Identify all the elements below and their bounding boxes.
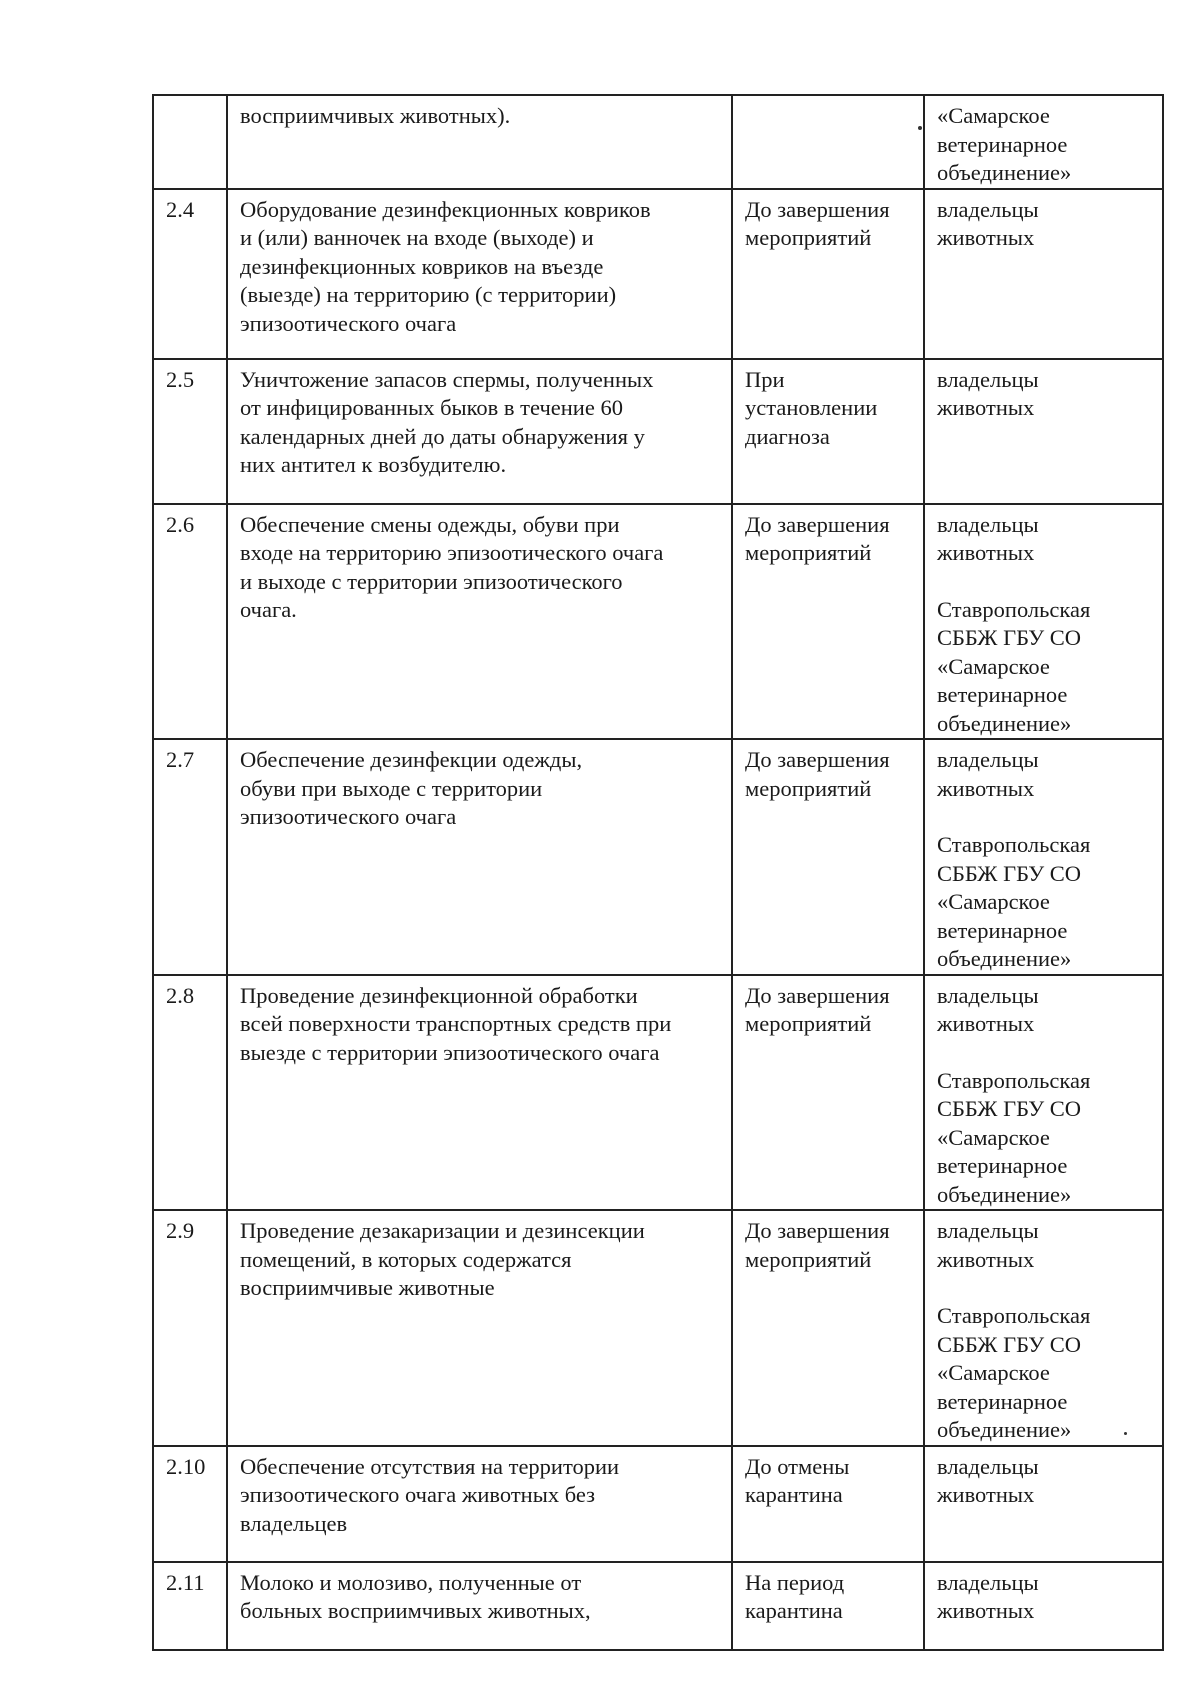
responsible-cell <box>924 1210 1163 1446</box>
text-line: До завершения <box>745 1218 890 1243</box>
text-line: При <box>745 366 785 392</box>
text-line: Обеспечение дезинфекции одежды, <box>240 747 583 772</box>
text-line: животных <box>937 775 1035 801</box>
text-line: всей поверхности транспортных средств при <box>240 1011 672 1036</box>
text-line: ветеринарное <box>937 917 1068 943</box>
text-line: До завершения <box>745 196 890 222</box>
action-cell <box>227 359 732 504</box>
text-line: и выходе с территории эпизоотического <box>240 568 623 594</box>
text-line: До завершения <box>745 982 890 1008</box>
action-cell <box>227 739 732 975</box>
row-number <box>153 975 227 1211</box>
text-line: СББЖ ГБУ СО <box>937 1331 1082 1357</box>
deadline-cell <box>732 1562 924 1650</box>
text-line: Обеспечение отсутствия на территории <box>240 1453 620 1479</box>
text-line: Проведение дезакаризации и дезинсекции <box>240 1218 645 1243</box>
action-cell <box>227 1446 732 1562</box>
action-cell <box>227 975 732 1211</box>
text-line: восприимчивых животных). <box>240 103 511 128</box>
deadline-cell <box>732 504 924 740</box>
text-line: мероприятий <box>745 1011 872 1036</box>
text-line: «Самарское <box>937 103 1050 128</box>
text-line: Уничтожение запасов спермы, полученных <box>240 366 654 392</box>
text-line: СББЖ ГБУ СО <box>937 625 1082 650</box>
text-line: ветеринарное <box>937 1153 1068 1178</box>
text-line: На период <box>745 1569 845 1595</box>
text-line: До завершения <box>745 511 890 537</box>
text-line: животных <box>937 540 1035 565</box>
table-row <box>153 975 1163 1211</box>
responsible-cell <box>924 95 1163 189</box>
row-number <box>153 189 227 359</box>
text-line: СББЖ ГБУ СО <box>937 1096 1082 1121</box>
row-number-label: 2.10 <box>166 1453 206 1479</box>
table-row <box>153 1562 1163 1650</box>
row-number-label: 2.6 <box>166 511 195 537</box>
text-line: «Самарское <box>937 889 1050 914</box>
deadline-cell <box>732 1446 924 1562</box>
text-line: Ставропольская <box>937 1303 1091 1328</box>
text-line: «Самарское <box>937 653 1050 679</box>
text-line: мероприятий <box>745 225 872 250</box>
text-line: До отмены <box>745 1453 850 1479</box>
text-line: восприимчивые животные <box>240 1275 495 1300</box>
deadline-cell <box>732 739 924 975</box>
text-line: эпизоотического очага животных без <box>240 1482 595 1507</box>
text-line: мероприятий <box>745 1246 872 1272</box>
blank-line <box>937 1274 1152 1302</box>
text-line: Ставропольская <box>937 596 1091 622</box>
table-row <box>153 95 1163 189</box>
text-line: эпизоотического очага <box>240 804 457 829</box>
text-line: входе на территорию эпизоотического очага <box>240 540 664 565</box>
row-number <box>153 1210 227 1446</box>
responsible-cell <box>924 1562 1163 1650</box>
action-cell <box>227 1210 732 1446</box>
text-line: животных <box>937 1598 1035 1623</box>
row-number <box>153 359 227 504</box>
measures-table <box>152 94 1164 1651</box>
row-number <box>153 95 227 189</box>
row-number-label: 2.7 <box>166 747 195 772</box>
text-line: календарных дней до даты обнаружения у <box>240 423 645 449</box>
text-line: владельцы <box>937 1218 1039 1243</box>
table-row <box>153 504 1163 740</box>
text-line: объединение» <box>937 160 1072 185</box>
row-number <box>153 739 227 975</box>
row-number-label: 2.4 <box>166 196 195 222</box>
row-number <box>153 1562 227 1650</box>
text-line: владельцы <box>937 366 1039 392</box>
responsible-cell <box>924 1446 1163 1562</box>
text-line: «Самарское <box>937 1360 1050 1385</box>
text-line: очага. <box>240 597 297 622</box>
table-row <box>153 1446 1163 1562</box>
row-number <box>153 1446 227 1562</box>
text-line: ветеринарное <box>937 1388 1068 1414</box>
text-line: диагноза <box>745 423 830 449</box>
text-line: объединение» <box>937 946 1072 971</box>
responsible-cell <box>924 189 1163 359</box>
text-line: (выезде) на территорию (с территории) <box>240 282 617 307</box>
text-line: владельцы <box>937 1453 1039 1479</box>
scan-speck <box>918 126 922 130</box>
text-line: владельцы <box>937 982 1039 1008</box>
deadline-cell <box>732 975 924 1211</box>
table-row <box>153 359 1163 504</box>
deadline-cell <box>732 1210 924 1446</box>
row-number-label: 2.9 <box>166 1218 195 1243</box>
responsible-cell <box>924 504 1163 740</box>
text-line: выезде с территории эпизоотического очага <box>240 1039 660 1065</box>
text-line: мероприятий <box>745 540 872 565</box>
table-body <box>153 95 1163 1650</box>
text-line: от инфицированных быков в течение 60 <box>240 395 623 420</box>
row-number-label: 2.8 <box>166 982 195 1008</box>
deadline-cell <box>732 189 924 359</box>
text-line: владельцы <box>937 196 1039 222</box>
text-line: владельцы <box>937 511 1039 537</box>
text-line: Ставропольская <box>937 1067 1091 1093</box>
text-line: Проведение дезинфекционной обработки <box>240 982 638 1008</box>
text-line: Молоко и молозиво, полученные от <box>240 1569 582 1595</box>
text-line: животных <box>937 395 1035 420</box>
text-line: них антител к возбудителю. <box>240 452 507 477</box>
text-line: Ставропольская <box>937 832 1091 857</box>
row-number-label: 2.11 <box>166 1569 205 1595</box>
text-line: ветеринарное <box>937 682 1068 707</box>
text-line: владельцев <box>240 1510 348 1536</box>
text-line: объединение» <box>937 1181 1072 1207</box>
text-line: животных <box>937 1246 1035 1272</box>
table-row <box>153 739 1163 975</box>
responsible-cell <box>924 739 1163 975</box>
text-line: объединение» <box>937 1417 1072 1442</box>
action-cell <box>227 1562 732 1650</box>
text-line: больных восприимчивых животных, <box>240 1598 591 1623</box>
text-line: обуви при выходе с территории <box>240 775 543 801</box>
responsible-cell <box>924 975 1163 1211</box>
blank-line <box>937 803 1152 831</box>
text-line: Оборудование дезинфекционных ковриков <box>240 196 651 222</box>
text-line: карантина <box>745 1482 843 1507</box>
text-line: дезинфекционных ковриков на въезде <box>240 253 604 279</box>
text-line: «Самарское <box>937 1124 1050 1150</box>
text-line: эпизоотического очага <box>240 310 457 336</box>
action-cell <box>227 189 732 359</box>
action-cell <box>227 95 732 189</box>
text-line: владельцы <box>937 747 1039 772</box>
text-line: установлении <box>745 395 878 420</box>
deadline-cell <box>732 95 924 189</box>
table-row <box>153 189 1163 359</box>
text-line: и (или) ванночек на входе (выходе) и <box>240 225 594 250</box>
text-line: животных <box>937 1482 1035 1507</box>
text-line: животных <box>937 225 1035 250</box>
deadline-cell <box>732 359 924 504</box>
action-cell <box>227 504 732 740</box>
table-row <box>153 1210 1163 1446</box>
blank-line <box>937 1039 1152 1067</box>
text-line: животных <box>937 1011 1035 1036</box>
scan-speck <box>1124 1432 1127 1435</box>
text-line: владельцы <box>937 1569 1039 1595</box>
text-line: помещений, в которых содержатся <box>240 1246 572 1272</box>
text-line: объединение» <box>937 710 1072 736</box>
text-line: До завершения <box>745 747 890 772</box>
row-number-label: 2.5 <box>166 366 195 392</box>
blank-line <box>937 568 1152 596</box>
text-line: карантина <box>745 1598 843 1623</box>
text-line: Обеспечение смены одежды, обуви при <box>240 511 620 537</box>
text-line: мероприятий <box>745 775 872 801</box>
responsible-cell <box>924 359 1163 504</box>
row-number <box>153 504 227 740</box>
text-line: ветеринарное <box>937 131 1068 157</box>
text-line: СББЖ ГБУ СО <box>937 860 1082 886</box>
